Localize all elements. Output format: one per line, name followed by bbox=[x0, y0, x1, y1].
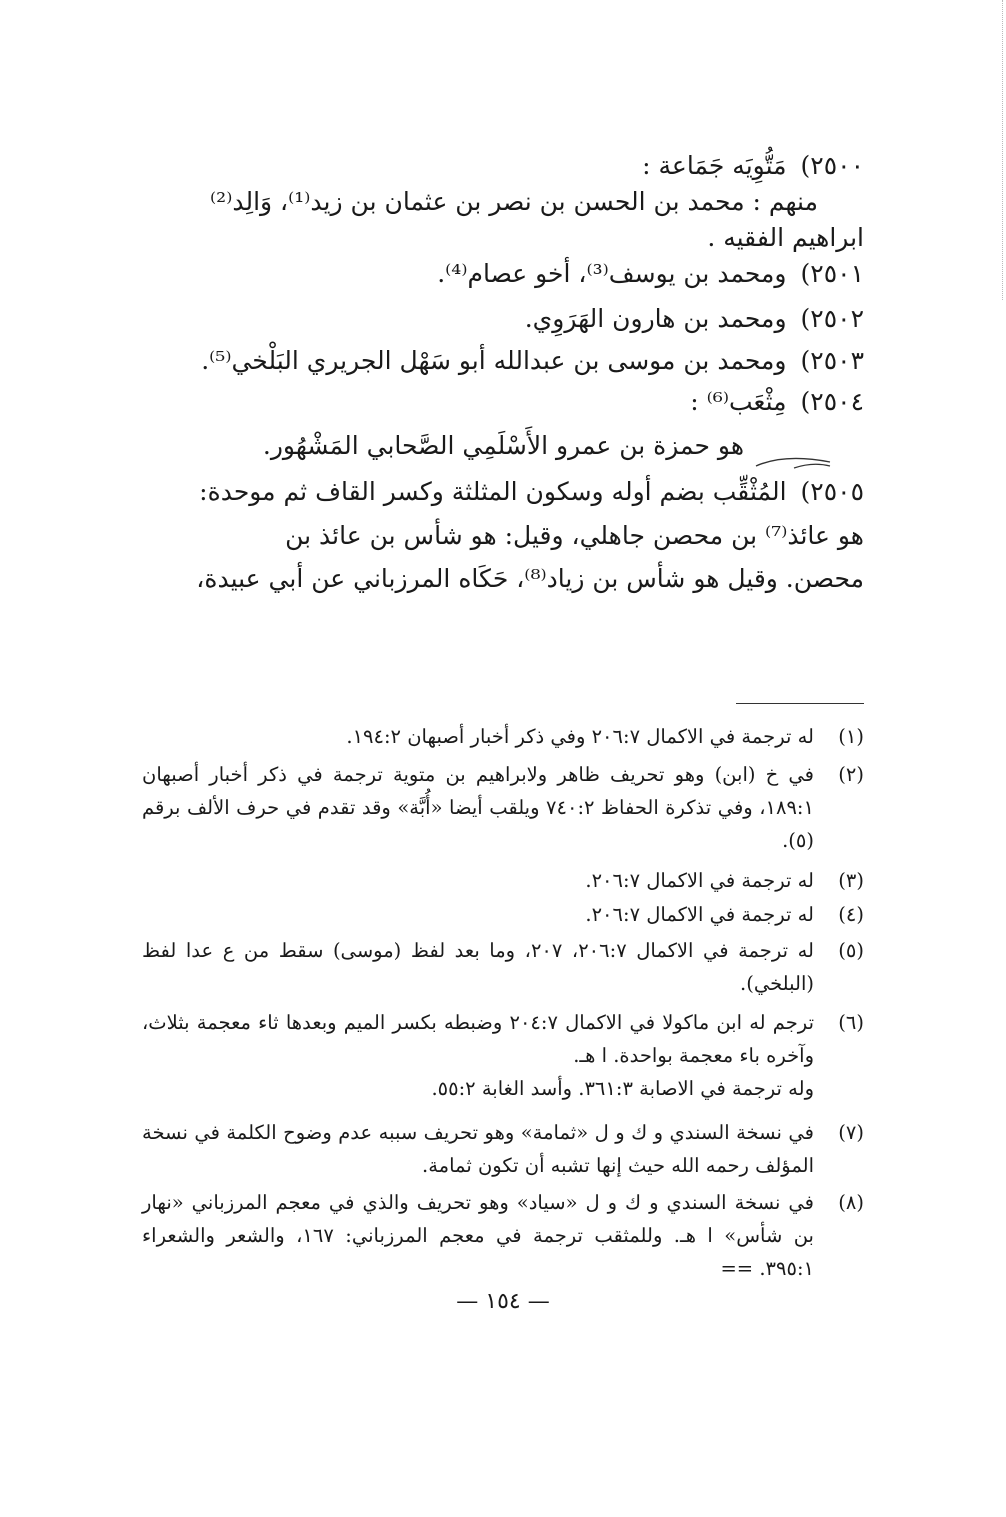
footnote-number: (٦) bbox=[838, 1011, 864, 1034]
footnote-4 bbox=[142, 898, 864, 931]
footnote-8 bbox=[142, 1186, 864, 1285]
footnote-text: ترجم له ابن ماكولا في الاكمال ٢٠٤:٧ وضبطه بكسر الميم وبعدها ثاء معجمة بثلاث، وآخره باء معجمة بواحدة. ا هـ. bbox=[142, 1011, 814, 1067]
margin-mark-icon bbox=[754, 442, 834, 472]
entry-2505 bbox=[199, 476, 864, 508]
entry-text: ومحمد بن هارون الهَرَوِي. bbox=[524, 304, 787, 333]
footnote-6 bbox=[142, 1006, 864, 1105]
footnote-text: له ترجمة في الاكمال ٢٠٦:٧. bbox=[585, 903, 814, 926]
entry-number: ٢٥٠١) bbox=[800, 259, 864, 288]
footnote-number: (٧) bbox=[838, 1121, 864, 1144]
footnote-2 bbox=[142, 758, 864, 857]
entry-number: ٢٥٠٠) bbox=[800, 151, 864, 180]
footnote-number: (٨) bbox=[838, 1191, 864, 1214]
footnote-7 bbox=[142, 1116, 864, 1182]
footnote-number: (٥) bbox=[838, 939, 864, 962]
footnote-number: (٤) bbox=[838, 903, 864, 926]
entry-2504 bbox=[690, 386, 864, 418]
entry-number: ٢٥٠٤) bbox=[800, 387, 864, 416]
scan-edge-mark bbox=[1002, 0, 1003, 300]
entry-2502 bbox=[525, 303, 864, 335]
footnote-3 bbox=[142, 864, 864, 897]
footnote-text: في نسخة السندي و ك و ل «ثمامة» وهو تحريف سببه عدم وضوح الكلمة في نسخة المؤلف رحمه الله حيث إنها تشبه أن تكون ثمامة. bbox=[142, 1121, 814, 1177]
footnote-number: (٣) bbox=[838, 869, 864, 892]
footnote-separator bbox=[736, 703, 864, 704]
footnote-text: في خ (ابن) وهو تحريف ظاهر ولابراهيم بن متوية ترجمة في ذكر أخبار أصبهان ١٨٩:١، وفي تذكرة الحفاظ ٧٤٠:٢ ويلقب أيضا «أُبَّة» وقد تقدم في حرف الألف برقم (٥). bbox=[142, 763, 814, 852]
footnote-text: وله ترجمة في الاصابة ٣٦١:٣. وأسد الغابة ٥٥:٢. bbox=[431, 1077, 814, 1100]
footnote-number: (٢) bbox=[838, 763, 864, 786]
entry-2503 bbox=[201, 345, 864, 377]
footnote-1 bbox=[142, 720, 864, 753]
body-line: هو حمزة بن عمرو الأَسْلَمِي الصَّحابي المَشْهُور. bbox=[262, 431, 744, 460]
entry-text: المُثْقِّب بضم أوله وسكون المثلثة وكسر القاف ثم موحدة: bbox=[199, 477, 787, 506]
footnote-text: له ترجمة في الاكمال ٢٠٦:٧ وفي ذكر أخبار أصبهان ١٩٤:٢. bbox=[346, 725, 814, 748]
entry-2500 bbox=[642, 150, 864, 182]
footnote-text: له ترجمة في الاكمال ٢٠٦:٧، ٢٠٧، وما بعد لفظ (موسى) سقط من ع عدا لفظ (البلخي). bbox=[142, 939, 814, 995]
entry-number: ٢٥٠٢) bbox=[800, 304, 864, 333]
page-number: — ١٥٤ — bbox=[456, 1289, 550, 1314]
entry-text: ومحمد بن يوسف⁽³⁾، أخو عصام⁽⁴⁾. bbox=[437, 259, 787, 288]
body-line: منهم : محمد بن الحسن بن نصر بن عثمان بن زيد⁽¹⁾، وَالِد⁽²⁾ bbox=[210, 187, 818, 216]
footnote-number: (١) bbox=[838, 725, 864, 748]
entry-text: مَتُّوِيَه جَمَاعة : bbox=[642, 151, 787, 180]
entry-2501 bbox=[437, 258, 864, 290]
body-line: هو عائذ⁽⁷⁾ بن محصن جاهلي، وقيل: هو شأس بن عائذ بن bbox=[285, 521, 864, 550]
entry-text: ومحمد بن موسى بن عبدالله أبو سَهْل الجريري البَلْخي⁽⁵⁾. bbox=[201, 346, 787, 375]
entry-number: ٢٥٠٥) bbox=[800, 477, 864, 506]
footnote-text: له ترجمة في الاكمال ٢٠٦:٧. bbox=[585, 869, 814, 892]
body-line: محصن. وقيل هو شأس بن زياد⁽⁸⁾، حَكَاه المرزباني عن أبي عبيدة، bbox=[196, 564, 864, 593]
footnote-5 bbox=[142, 934, 864, 1000]
body-line: ابراهيم الفقيه . bbox=[707, 223, 864, 252]
entry-number: ٢٥٠٣) bbox=[800, 346, 864, 375]
footnote-text: في نسخة السندي و ك و ل «سياد» وهو تحريف والذي في معجم المرزباني «نهار بن شأس» ا هـ. وللمثقب ترجمة في معجم المرزباني: ١٦٧، والشعر والشعراء ٣٩٥:١. == bbox=[142, 1191, 814, 1280]
entry-text: مِثْعَب⁽⁶⁾ : bbox=[690, 387, 787, 416]
